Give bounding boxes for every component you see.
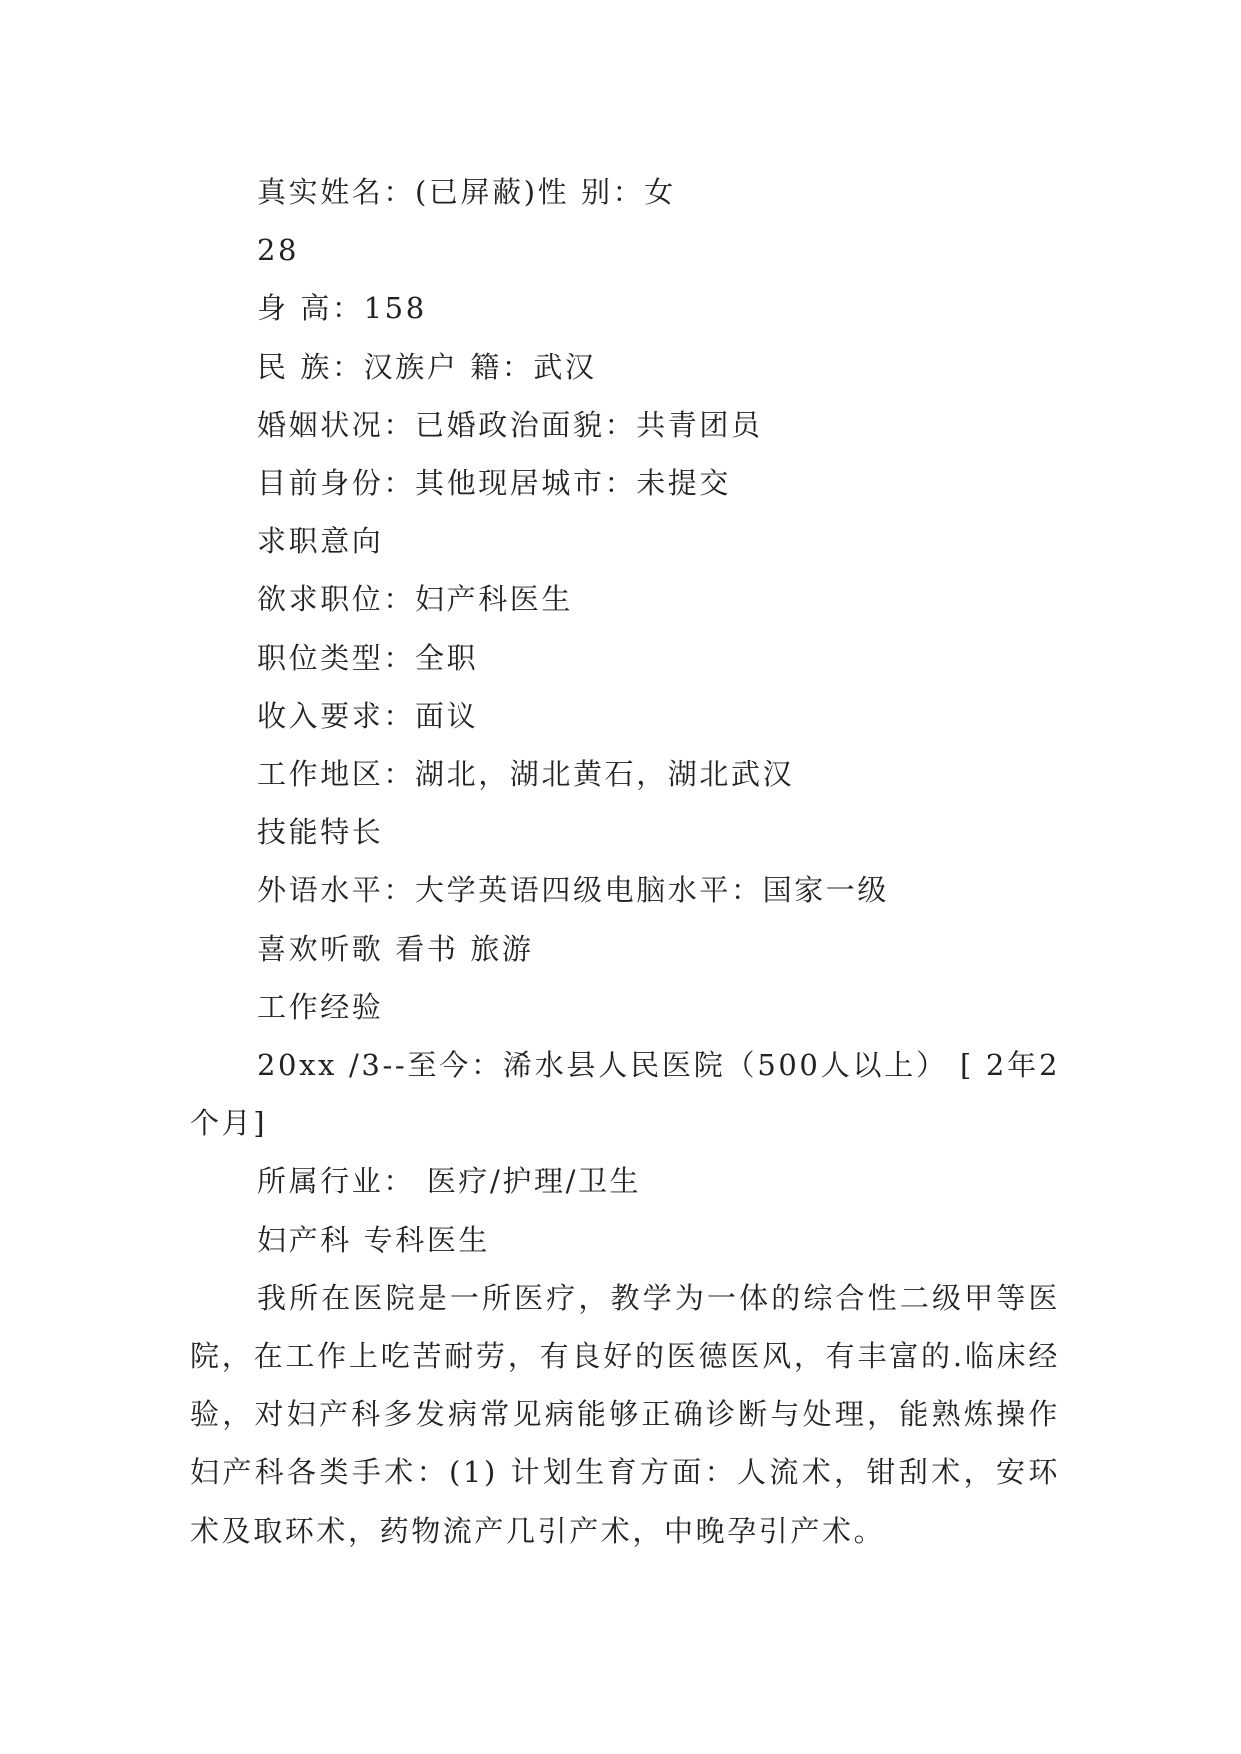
identity-city-line: 目前身份：其他现居城市：未提交 [257, 466, 732, 501]
desired-position-line: 欲求职位：妇产科医生 [257, 582, 574, 617]
section-heading-work-experience: 工作经验 [257, 989, 384, 1024]
document-page [190, 163, 1060, 1560]
section-heading-skills: 技能特长 [257, 815, 384, 850]
ethnicity-hometown-line: 民 族：汉族户 籍：武汉 [257, 349, 597, 384]
hobbies-line: 喜欢听歌 看书 旅游 [257, 931, 534, 966]
experience-period-paragraph: 20xx /3--至今：浠水县人民医院（500人以上） [ 2年2个月] [190, 1048, 1060, 1141]
industry-line: 所属行业： 医疗/护理/卫生 [257, 1164, 642, 1199]
department-line: 妇产科 专科医生 [257, 1222, 491, 1257]
position-type-line: 职位类型：全职 [257, 640, 479, 675]
age-line: 28 [257, 233, 300, 268]
experience-description-paragraph: 我所在医院是一所医疗，教学为一体的综合性二级甲等医院，在工作上吃苦耐劳，有良好的医德医风，有丰富的.临床经验，对妇产科多发病常见病能够正确诊断与处理，能熟炼操作妇产科各类手术：(1) 计划生育方面：人流术，钳刮术，安环术及取环术，药物流产几引产术，中晚孕引产术。 [190, 1280, 1060, 1548]
salary-line: 收入要求：面议 [257, 698, 479, 733]
work-area-line: 工作地区：湖北，湖北黄石，湖北武汉 [257, 757, 795, 792]
name-gender-line: 真实姓名：(已屏蔽)性 别：女 [257, 175, 676, 209]
marital-political-line: 婚姻状况：已婚政治面貌：共青团员 [257, 407, 763, 442]
height-line: 身 高：158 [257, 291, 427, 326]
section-heading-job-intention: 求职意向 [257, 524, 384, 559]
language-computer-line: 外语水平：大学英语四级电脑水平：国家一级 [257, 873, 890, 908]
